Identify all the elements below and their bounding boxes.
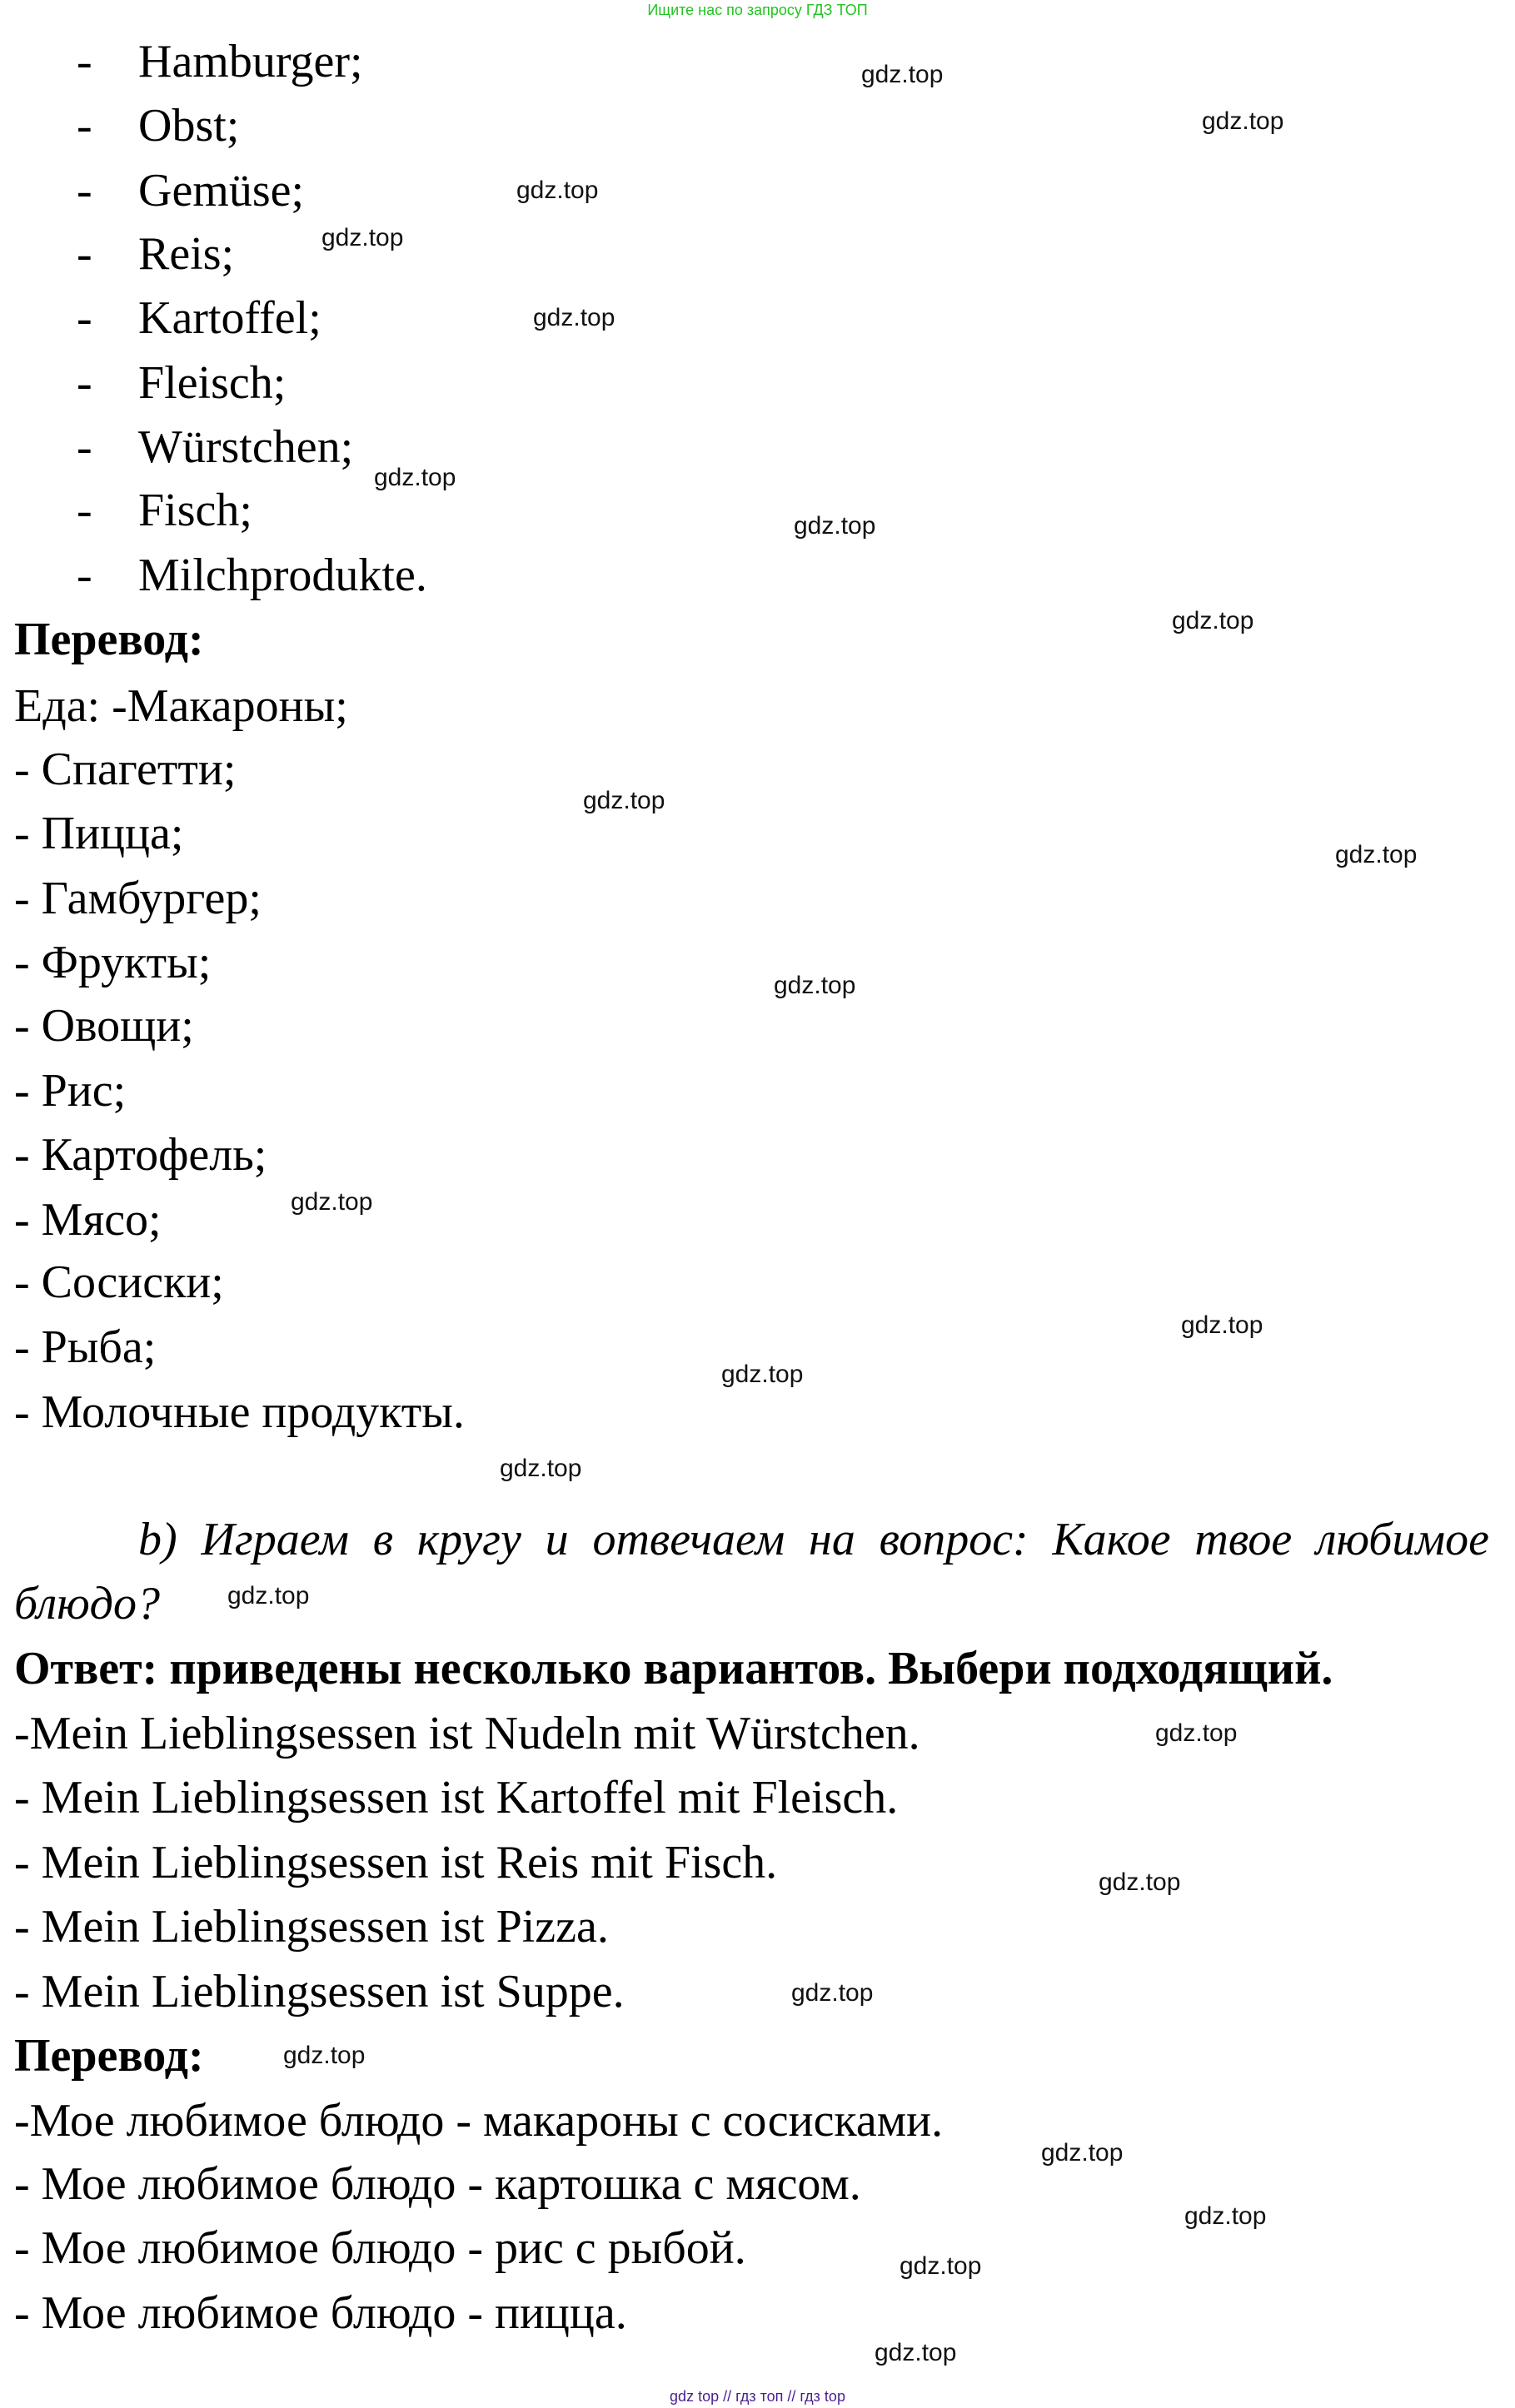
list-bullet-dash: - bbox=[77, 165, 92, 216]
watermark: gdz.top bbox=[321, 224, 404, 251]
translation-line: - Фрукты; bbox=[14, 937, 212, 988]
task-b-line1: b) Играем в кругу и отвечаем на вопрос: Какое твое любимое bbox=[138, 1514, 1489, 1565]
german-list-item: Obst; bbox=[138, 100, 240, 152]
translation-line: - Спагетти; bbox=[14, 744, 237, 795]
watermark: gdz.top bbox=[721, 1361, 804, 1388]
translation-line: - Картофель; bbox=[14, 1129, 267, 1181]
german-list-item: Reis; bbox=[138, 228, 235, 280]
german-list-item: Hamburger; bbox=[138, 36, 363, 87]
watermark: gdz.top bbox=[374, 464, 456, 491]
translation2-line: - Мое любимое блюдо - рис с рыбой. bbox=[14, 2222, 746, 2274]
watermark: gdz.top bbox=[283, 2042, 366, 2069]
watermark: gdz.top bbox=[1099, 1868, 1181, 1896]
translation-line: - Пицца; bbox=[14, 808, 184, 859]
translation2-line: - Мое любимое блюдо - картошка с мясом. bbox=[14, 2158, 861, 2210]
translation-line: Еда: -Макароны; bbox=[14, 680, 348, 732]
list-bullet-dash: - bbox=[77, 36, 92, 87]
watermark: gdz.top bbox=[1181, 1311, 1263, 1339]
list-bullet-dash: - bbox=[77, 100, 92, 152]
list-bullet-dash: - bbox=[77, 228, 92, 280]
translation-heading-2: Перевод: bbox=[14, 2030, 204, 2082]
german-list-item: Fleisch; bbox=[138, 357, 287, 409]
answer-line: - Mein Lieblingsessen ist Kartoffel mit Fleisch. bbox=[14, 1772, 899, 1823]
german-list-item: Kartoffel; bbox=[138, 292, 321, 344]
translation-line: - Мясо; bbox=[14, 1194, 162, 1246]
watermark: gdz.top bbox=[500, 1455, 582, 1482]
task-b-line2: блюдо? bbox=[14, 1578, 160, 1629]
answer-heading: Ответ: приведены несколько вариантов. Выбери подходящий. bbox=[14, 1643, 1333, 1694]
watermark: gdz.top bbox=[1155, 1719, 1238, 1747]
watermark: gdz.top bbox=[791, 1979, 874, 2007]
list-bullet-dash: - bbox=[77, 550, 92, 601]
translation-line: - Овощи; bbox=[14, 1000, 194, 1052]
answer-line: - Mein Lieblingsessen ist Suppe. bbox=[14, 1966, 625, 2017]
watermark: gdz.top bbox=[1202, 107, 1284, 135]
translation-line: - Молочные продукты. bbox=[14, 1386, 465, 1438]
list-bullet-dash: - bbox=[77, 421, 92, 473]
german-list-item: Fisch; bbox=[138, 485, 252, 536]
watermark: gdz.top bbox=[516, 177, 599, 204]
watermark: gdz.top bbox=[583, 787, 665, 814]
translation-heading: Перевод: bbox=[14, 614, 204, 665]
translation2-line: - Мое любимое блюдо - пицца. bbox=[14, 2287, 627, 2339]
footer-links[interactable]: gdz top // гдз топ // гдз top bbox=[670, 2388, 845, 2405]
list-bullet-dash: - bbox=[77, 357, 92, 409]
german-list-item: Würstchen; bbox=[138, 421, 354, 473]
translation2-line: -Мое любимое блюдо - макароны с сосисками. bbox=[14, 2095, 944, 2147]
watermark: gdz.top bbox=[227, 1582, 310, 1609]
translation-line: - Рис; bbox=[14, 1065, 127, 1117]
german-list-item: Milchprodukte. bbox=[138, 550, 427, 601]
translation-line: - Рыба; bbox=[14, 1321, 157, 1373]
translation-line: - Сосиски; bbox=[14, 1256, 224, 1308]
watermark: gdz.top bbox=[1172, 607, 1254, 634]
german-list-item: Gemüse; bbox=[138, 165, 305, 216]
watermark: gdz.top bbox=[794, 512, 876, 540]
watermark: gdz.top bbox=[1335, 841, 1418, 868]
answer-line: - Mein Lieblingsessen ist Reis mit Fisch. bbox=[14, 1837, 778, 1888]
watermark: gdz.top bbox=[533, 304, 615, 331]
watermark: gdz.top bbox=[861, 61, 944, 88]
watermark: gdz.top bbox=[900, 2252, 982, 2280]
watermark: gdz.top bbox=[291, 1188, 373, 1216]
answer-line: -Mein Lieblingsessen ist Nudeln mit Würstchen. bbox=[14, 1708, 920, 1759]
watermark: gdz.top bbox=[1184, 2202, 1267, 2230]
watermark: gdz.top bbox=[1041, 2139, 1124, 2167]
list-bullet-dash: - bbox=[77, 485, 92, 536]
answer-line: - Mein Lieblingsessen ist Pizza. bbox=[14, 1901, 609, 1953]
watermark: gdz.top bbox=[875, 2339, 957, 2366]
translation-line: - Гамбургер; bbox=[14, 873, 262, 924]
watermark: gdz.top bbox=[774, 972, 856, 999]
list-bullet-dash: - bbox=[77, 292, 92, 344]
header-banner[interactable]: Ищите нас по запросу ГДЗ ТОП bbox=[647, 2, 868, 18]
